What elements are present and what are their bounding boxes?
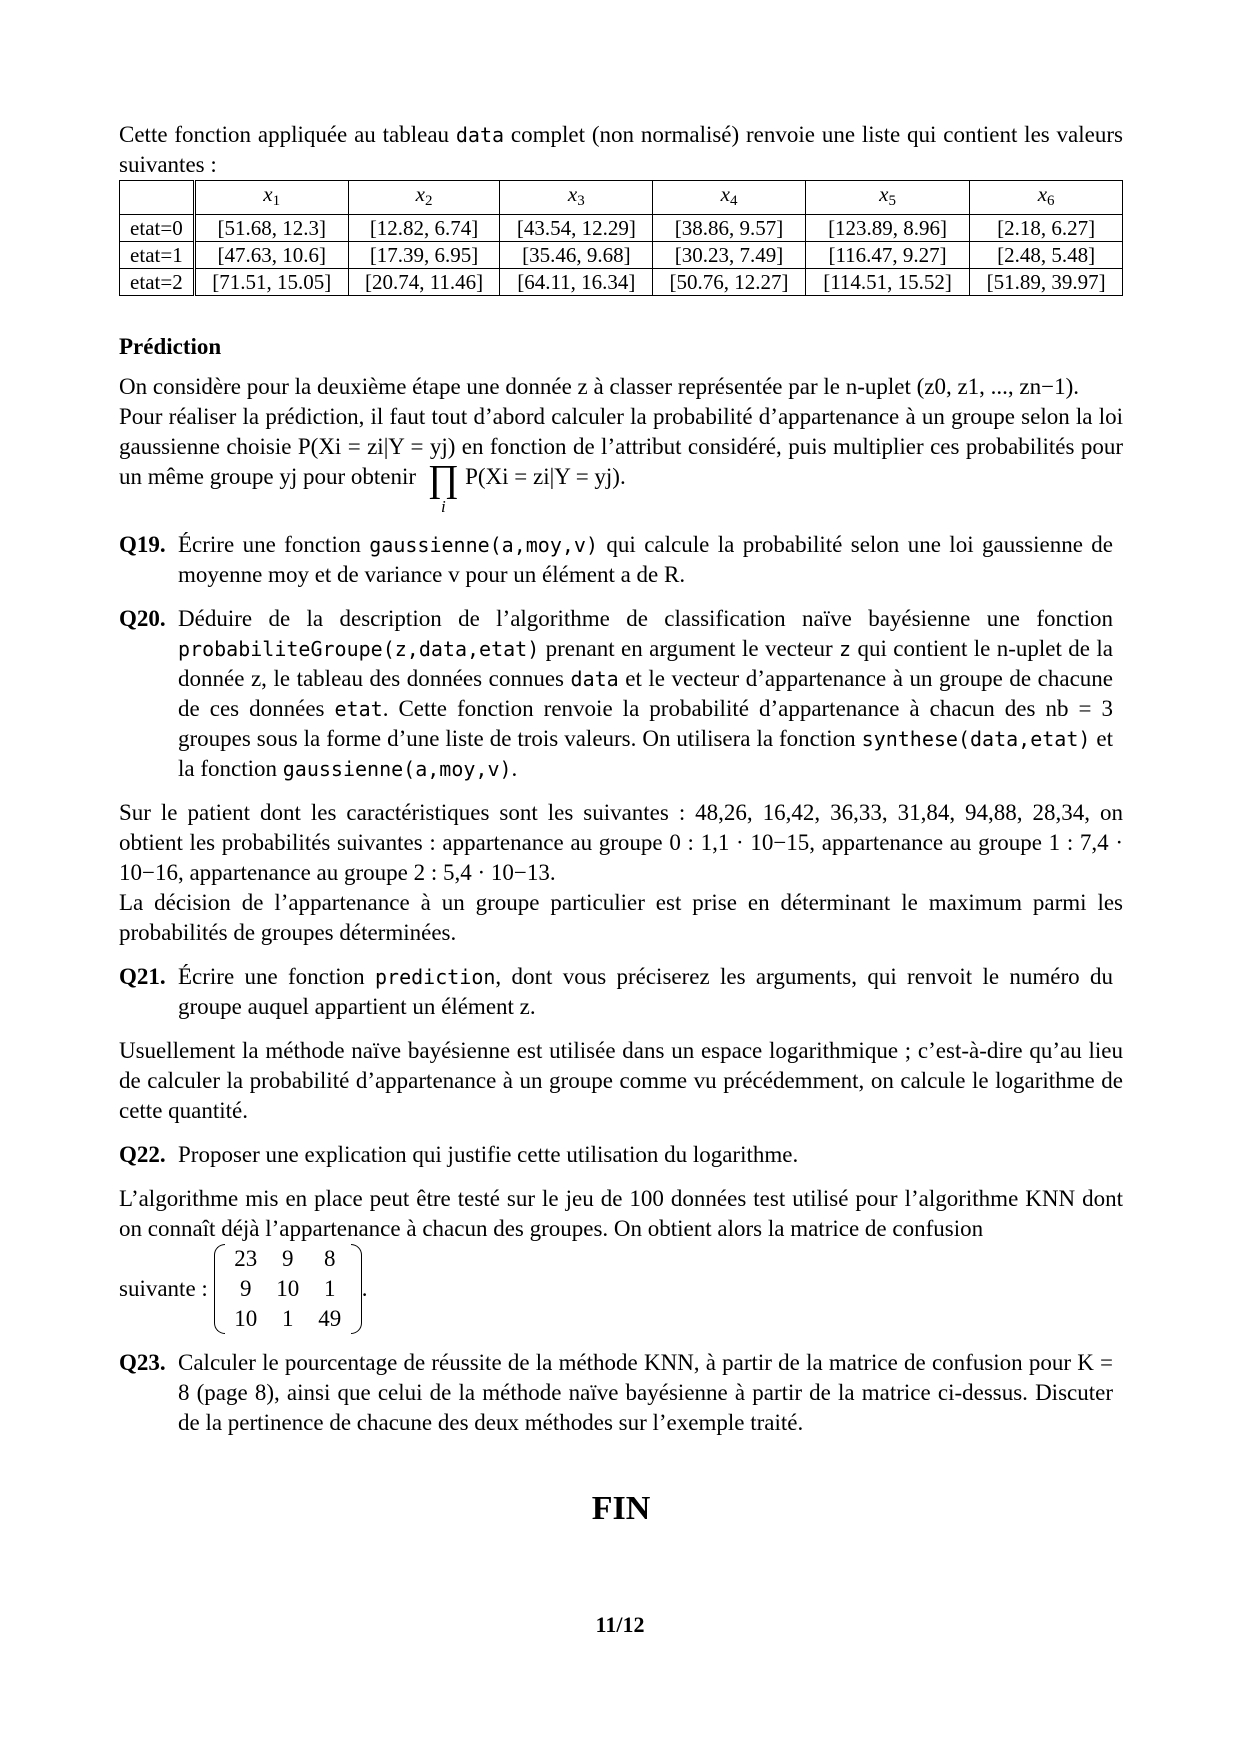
table-cell: [17.39, 6.95] [348, 242, 500, 269]
q21-code: prediction [375, 965, 496, 989]
table-cell: [116.47, 9.27] [805, 242, 969, 269]
question-q22 [119, 1140, 1123, 1170]
matrix-cell: 1 [282, 1306, 294, 1331]
question-label: Q23. [119, 1350, 166, 1375]
table-cell: [47.63, 10.6] [194, 242, 348, 269]
table-cell: [38.86, 9.57] [653, 215, 806, 242]
matrix-cell: 10 [234, 1306, 258, 1331]
prediction-paragraph-1: On considère pour la deuxième étape une donnée z à classer représentée par le n-uplet (z0, z1, ..., zn−1). [119, 374, 1080, 399]
log-paragraph: Usuellement la méthode naïve bayésienne est utilisée dans un espace logarithmique ; c’est-à-dire qu’au lieu de calculer la probabilité d’appartenance à un groupe comme vu précédemment, on calcule le logarithme de cette quantité. [119, 1038, 1123, 1123]
q19-text-2: qui calcule la probabilité selon une loi gaussienne de moyenne moy et de variance v pour un élément a de R. [178, 532, 1114, 587]
q20-text: prenant en argument le vecteur [539, 636, 840, 661]
q20-text: Déduire de la description de l’algorithme de classification naïve bayésienne une fonction [178, 606, 1113, 631]
column-header: $x_3$ [500, 181, 653, 215]
table-cell: [71.51, 15.05] [194, 269, 348, 296]
column-header: $x_1$ [194, 181, 348, 215]
table-cell: [114.51, 15.52] [805, 269, 969, 296]
question-body: Calculer le pourcentage de réussite de la méthode KNN, à partir de la matrice de confusion pour K = 8 (page 8), ainsi que celui de la méthode naïve bayésienne à partir de la matrice ci-dessus. Discuter de la pertinence de chacune des deux méthodes sur l’exemple traité. [178, 1350, 1113, 1435]
question-label: Q22. [119, 1142, 166, 1167]
question-label: Q19. [119, 532, 166, 557]
question-label: Q20. [119, 606, 166, 631]
table-cell: [12.82, 6.74] [348, 215, 500, 242]
product-index: i [441, 497, 446, 516]
question-body [178, 962, 1123, 1022]
product-symbol: ∏ i [427, 458, 460, 516]
q20-code: etat [334, 697, 383, 721]
row-label: etat=1 [120, 242, 195, 269]
prediction-text: Pour réaliser la prédiction, il faut tout d’abord calculer la probabilité d’appartenance à un groupe selon la loi gaussienne choisie P(Xi = zi|Y = yj) en fonction de l’attribut considéré, puis multiplier ces probabilités pour un même groupe yj pour obtenir [119, 404, 1123, 489]
patient-paragraph: Sur le patient dont les caractéristiques sont les suivantes : 48,26, 16,42, 36,33, 31,84, 94,88, 28,34, on obtient les probabilités suivantes : appartenance au groupe 0 : 1,1 · 10−15, appartenance au groupe 1 : 7,4 · 10−16, appartenance au groupe 2 : 5,4 · 10−13. [119, 800, 1123, 885]
q21-text: , dont vous préciserez les arguments, qui renvoit le numéro du groupe auquel appartient un élément z. [178, 964, 1113, 1019]
q20-code: gaussienne(a,moy,v) [282, 757, 512, 781]
table-cell: [43.54, 12.29] [500, 215, 653, 242]
table-row [120, 269, 1123, 296]
table-cell: [50.76, 12.27] [653, 269, 806, 296]
values-table [119, 180, 1123, 296]
decision-paragraph: La décision de l’appartenance à un groupe particulier est prise en déterminant le maximum parmi les probabilités de groupes déterminées. [119, 890, 1123, 945]
table-cell: [35.46, 9.68] [500, 242, 653, 269]
q20-text: et la fonction [178, 726, 1113, 781]
confusion-matrix [214, 1244, 362, 1334]
row-label: etat=0 [120, 215, 195, 242]
table-cell: [51.68, 12.3] [194, 215, 348, 242]
table-cell: [2.18, 6.27] [970, 215, 1123, 242]
matrix-cell: 49 [318, 1306, 342, 1331]
column-header: $x_5$ [805, 181, 969, 215]
table-row [120, 242, 1123, 269]
algorithm-paragraph: L’algorithme mis en place peut être testé sur le jeu de 100 données test utilisé pour l’algorithme KNN dont on connaît déjà l’appartenance à chacun des groupes. On obtient alors la matrice de confusion [119, 1186, 1123, 1241]
document-page [119, 120, 1123, 1527]
table-header-row [120, 181, 1123, 215]
intro-paragraph [119, 120, 1123, 180]
q20-code: z [839, 637, 852, 661]
table-row [120, 215, 1123, 242]
column-header: $x_2$ [348, 181, 500, 215]
table-cell: [64.11, 16.34] [500, 269, 653, 296]
question-body [178, 530, 1123, 590]
question-label: Q21. [119, 964, 166, 989]
intro-text-2: complet (non normalisé) renvoie une liste qui contient les valeurs suivantes : [119, 122, 1123, 177]
question-body: Proposer une explication qui justifie cette utilisation du logarithme. [178, 1142, 799, 1167]
prediction-paragraph-2 [119, 402, 1123, 516]
question-q21 [119, 962, 1123, 1022]
end-marker: FIN [591, 1490, 651, 1527]
column-header: $x_6$ [970, 181, 1123, 215]
q20-code: probabiliteGroupe(z,data,etat) [178, 637, 540, 661]
q21-text: Écrire une fonction [178, 964, 375, 989]
confusion-matrix-line [119, 1244, 1123, 1334]
matrix-row [225, 1274, 351, 1304]
table-cell: [30.23, 7.49] [653, 242, 806, 269]
q20-code: data [570, 667, 619, 691]
matrix-cell: 1 [324, 1276, 336, 1301]
matrix-cell: 9 [282, 1246, 294, 1271]
q19-code: gaussienne(a,moy,v) [369, 533, 599, 557]
matrix-cell: 10 [276, 1276, 300, 1301]
table-cell: [123.89, 8.96] [805, 215, 969, 242]
matrix-cell: 9 [240, 1276, 252, 1301]
q20-text: et le vecteur d’appartenance à un groupe de chacune de ces données [178, 666, 1114, 721]
question-q23 [119, 1348, 1123, 1438]
right-paren [351, 1244, 362, 1334]
q20-text: . [511, 756, 518, 781]
matrix-row [225, 1244, 351, 1274]
product-formula: P(Xi = zi|Y = yj). [465, 464, 626, 489]
question-body [178, 604, 1123, 784]
question-q19 [119, 530, 1123, 590]
column-header: $x_4$ [653, 181, 806, 215]
q20-text: qui contient le n-uplet de la donnée z, le tableau des données connues [178, 636, 1114, 691]
matrix-cell: 8 [324, 1246, 336, 1271]
section-heading: Prédiction [119, 334, 222, 359]
table-corner [120, 181, 195, 215]
row-label: etat=2 [120, 269, 195, 296]
table-cell: [20.74, 11.46] [348, 269, 500, 296]
q20-code: synthese(data,etat) [861, 727, 1091, 751]
left-paren [214, 1244, 225, 1334]
intro-text-1: Cette fonction appliquée au tableau [119, 122, 456, 147]
matrix-table [225, 1244, 351, 1334]
q20-text: . Cette fonction renvoie la probabilité d’appartenance à chacun des nb = 3 groupes sous la forme d’une liste de trois valeurs. On utilisera la fonction [178, 696, 1113, 751]
table-cell: [51.89, 39.97] [970, 269, 1123, 296]
q19-text-1: Écrire une fonction [178, 532, 370, 557]
table-cell: [2.48, 5.48] [970, 242, 1123, 269]
matrix-prefix: suivante : [119, 1276, 208, 1301]
question-q20 [119, 604, 1123, 784]
intro-code: data [455, 123, 505, 147]
page-number: 11/12 [595, 1612, 645, 1637]
matrix-suffix: . [361, 1276, 368, 1301]
matrix-cell: 23 [234, 1246, 258, 1271]
matrix-row [225, 1304, 351, 1334]
